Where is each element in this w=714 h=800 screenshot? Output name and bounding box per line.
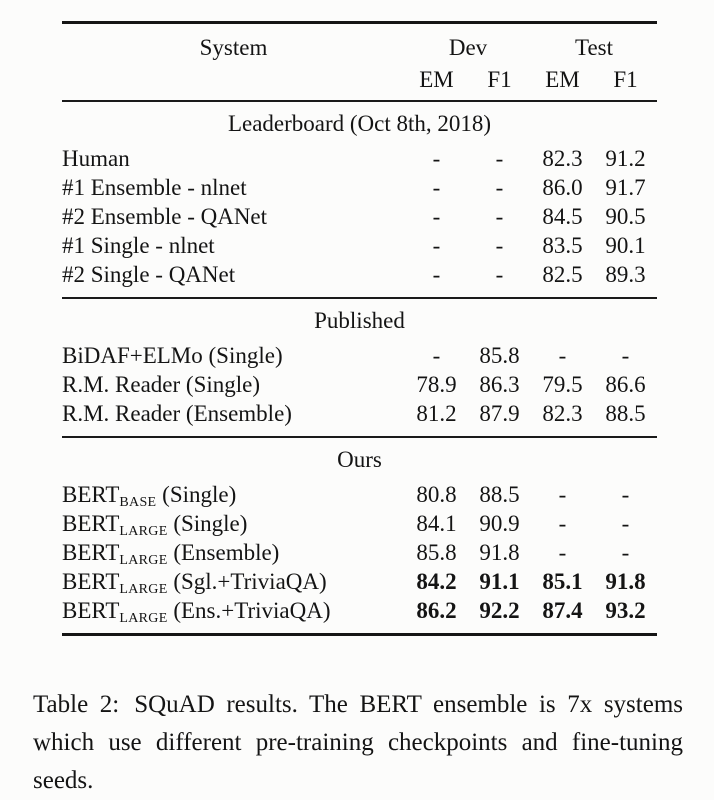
system-name-main: Human [62,146,130,171]
metric-value: 82.3 [542,401,583,426]
metric-value: 93.2 [605,598,646,623]
system-name-subscript: LARGE [119,553,168,568]
table-row [62,596,657,625]
metric-value: - [432,262,441,287]
metric-value: 80.8 [416,482,457,507]
metric-value: 84.5 [542,204,583,229]
table-row [62,399,657,428]
table-row [62,538,657,567]
metric-value: 84.1 [416,511,457,536]
metric-value: - [495,233,504,258]
table-row [62,509,657,538]
metric-value: 78.9 [416,372,457,397]
system-name-suffix: (Sgl.+TriviaQA) [167,569,327,594]
system-name-main: R.M. Reader (Single) [62,372,261,397]
metric-value: - [621,511,630,536]
metric-value: 90.5 [605,204,646,229]
system-name-main: #2 Single - QANet [62,262,236,287]
metric-value: 87.9 [479,401,520,426]
metric-value: 88.5 [479,482,520,507]
metric-value: 91.1 [479,569,520,594]
metric-value: - [432,343,441,368]
results-table [62,21,657,636]
system-name [62,596,405,633]
system-name-suffix: (Single) [167,511,248,536]
table-sections [62,100,657,633]
table-header [62,24,657,100]
section-title: Ours [337,447,382,472]
section-title: Leaderboard (Oct 8th, 2018) [227,111,492,136]
system-name-suffix: (Ens.+TriviaQA) [167,598,331,623]
table-row [62,173,657,202]
system-name-main: BERT [62,598,120,623]
system-name [62,202,405,231]
system-name-suffix: (Single) [156,482,237,507]
metric-value: - [432,146,441,171]
caption-text: SQuAD results. The BERT ensemble is 7x systems which use different pre-training checkpoints and fine-tuning seeds. [33,691,684,794]
system-name-main: BERT [62,482,120,507]
metric-value: 89.3 [605,262,646,287]
table-row [62,341,657,370]
header-group-row [62,32,657,64]
metric-value: 87.4 [542,598,583,623]
table-section [62,102,657,297]
metric-value: 91.2 [605,146,646,171]
metric-value: - [432,175,441,200]
metric-value: 85.8 [416,540,457,565]
metric-value: 86.2 [416,598,457,623]
metric-value: 92.2 [479,598,520,623]
metric-value: 90.9 [479,511,520,536]
table-section [62,438,657,633]
metric-value: - [621,343,630,368]
system-name-main: BERT [62,569,120,594]
section-title: Published [314,308,405,333]
system-name-subscript: LARGE [119,611,168,626]
metric-value: - [558,343,567,368]
system-name-main: BERT [62,540,120,565]
table-row [62,260,657,289]
metric-value: - [495,146,504,171]
header-spacer [62,64,405,96]
caption-label: Table 2: [33,691,120,718]
table-section [62,299,657,436]
system-name-subscript: LARGE [119,524,168,539]
metric-value: - [495,175,504,200]
table-row [62,231,657,260]
metric-value: - [558,511,567,536]
system-name-main: #2 Ensemble - QANet [62,204,268,229]
table-row [62,567,657,596]
metric-value: 85.1 [542,569,583,594]
metric-value: - [621,482,630,507]
system-name-main: #1 Ensemble - nlnet [62,175,247,200]
system-name [62,341,405,370]
system-name [62,173,405,202]
header-subcol-row [62,64,657,96]
metric-value: - [495,204,504,229]
metric-value: 86.6 [605,372,646,397]
header-group-test: Test [575,35,613,60]
metric-value: 90.1 [605,233,646,258]
table-row [62,370,657,399]
system-name-main: R.M. Reader (Ensemble) [62,401,292,426]
metric-value: 83.5 [542,233,583,258]
metric-value: 81.2 [416,401,457,426]
metric-value: - [621,540,630,565]
metric-value: 82.3 [542,146,583,171]
header-test-em: EM [545,67,580,92]
metric-value: 84.2 [416,569,457,594]
header-test-f1: F1 [613,67,638,92]
system-name-subscript: LARGE [119,582,168,597]
metric-value: 91.7 [605,175,646,200]
system-name-suffix: (Ensemble) [167,540,280,565]
table-caption [33,686,683,800]
system-name [62,231,405,260]
metric-value: - [495,262,504,287]
table-row [62,144,657,173]
system-name-main: BiDAF+ELMo (Single) [62,343,283,368]
system-name [62,260,405,289]
metric-value: 88.5 [605,401,646,426]
metric-value: 86.0 [542,175,583,200]
system-name-main: #1 Single - nlnet [62,233,215,258]
header-group-dev: Dev [448,35,488,60]
metric-value: 86.3 [479,372,520,397]
table-row [62,480,657,509]
metric-value: 82.5 [542,262,583,287]
metric-value: - [558,540,567,565]
metric-value: 91.8 [605,569,646,594]
system-name [62,399,405,428]
table-row [62,202,657,231]
metric-value: - [558,482,567,507]
table-bottom-rule [62,633,657,636]
metric-value: - [432,204,441,229]
system-name [62,370,405,399]
metric-value: - [432,233,441,258]
system-name-subscript: BASE [119,495,157,510]
metric-value: 85.8 [479,343,520,368]
header-dev-f1: F1 [487,67,512,92]
header-dev-em: EM [419,67,454,92]
system-name-main: BERT [62,511,120,536]
header-system: System [199,35,268,60]
metric-value: 79.5 [542,372,583,397]
metric-value: 91.8 [479,540,520,565]
system-name [62,144,405,173]
